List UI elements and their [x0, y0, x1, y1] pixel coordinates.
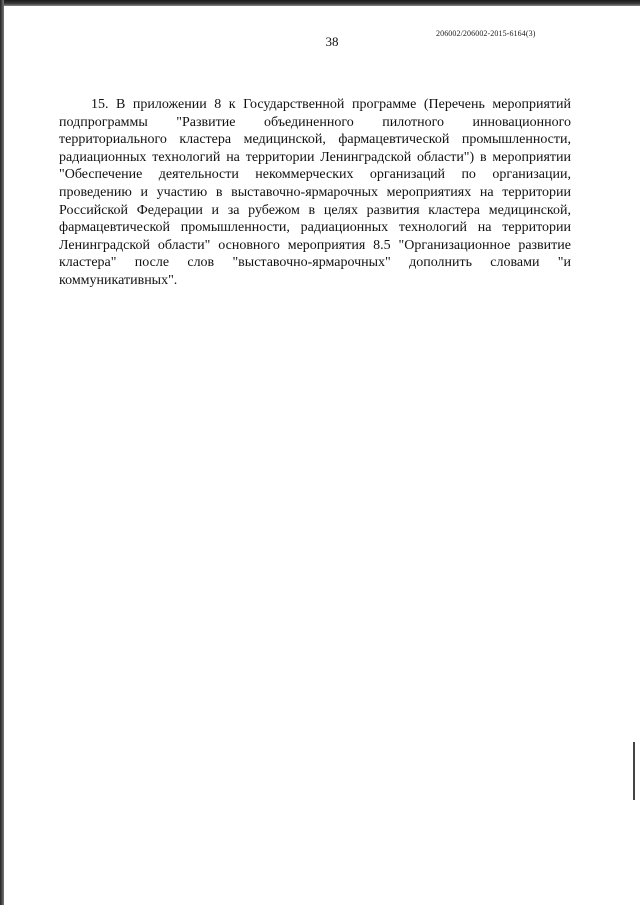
- scan-top-edge: [0, 0, 640, 6]
- document-registration-code: 206002/206002-2015-6164(3): [436, 29, 536, 38]
- amendment-paragraph: 15. В приложении 8 к Государственной программе (Перечень мероприятий подпрограммы "Развитие объединенного пилотного инновационного территориального кластера медицинской, фармацевтической промышленности, радиационных технологий на территории Ленинградской области") в мероприятии "Обеспечение деятельности некоммерческих организаций по организации, проведению и участию в выставочно-ярмарочных мероприятиях на территории Российской Федерации и за рубежом в целях развития кластера медицинской, фармацевтической промышленности, радиационных технологий на территории Ленинградской области" основного мероприятия 8.5 "Организационное развитие кластера" после слов "выставочно-ярмарочных" дополнить словами "и коммуникативных".: [59, 97, 571, 288]
- scan-right-mark: [633, 742, 635, 800]
- scan-left-edge: [0, 0, 4, 905]
- page-number: 38: [325, 34, 339, 49]
